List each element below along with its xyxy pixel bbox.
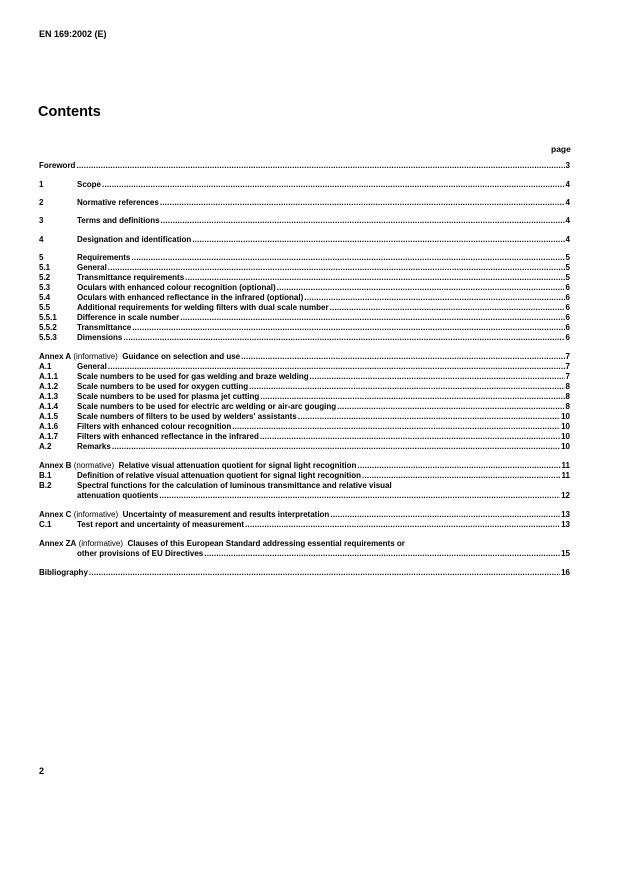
toc-page-number: 8 [565,382,570,391]
toc-entry-5-5[interactable] [39,303,570,313]
toc-entry-5-2[interactable] [39,273,570,283]
toc-section-number: 4 [39,235,44,244]
toc-section-title: Additional requirements for welding filters with dual scale number [77,303,329,312]
document-id-header: EN 169:2002 (E) [39,29,107,39]
toc-page-number: 15 [561,549,570,558]
toc-section-number: 5.5.1 [39,313,57,322]
toc-entry-a-1-2[interactable] [39,382,570,392]
toc-section-title: Relative visual attenuation quotient for signal light recognition [118,461,357,470]
toc-entry-a-1-3[interactable] [39,392,570,402]
toc-page-number: 11 [561,461,570,470]
toc-annex-label: Annex A [39,352,72,361]
toc-page-number: 8 [565,392,570,401]
toc-annex-label: Annex C [39,510,72,519]
toc-section-number: A.2 [39,442,52,451]
toc-section-title: General [77,263,107,272]
toc-dot-leader [76,161,564,171]
toc-section-number: A.1.3 [39,392,59,401]
toc-page-number: 12 [561,491,570,500]
toc-page-number: 5 [565,253,570,262]
toc-page-number: 6 [565,323,570,332]
toc-section-number: 3 [39,216,44,225]
toc-section-number: 2 [39,198,44,207]
toc-dot-leader [337,402,564,412]
toc-dot-leader [161,216,565,226]
toc-section-title: Filters with enhanced reflectance in the infrared [77,432,259,441]
toc-section-number: 5.5.3 [39,333,57,342]
toc-entry-4[interactable] [39,235,570,245]
toc-dot-leader [112,442,560,452]
toc-dot-leader [330,303,565,313]
toc-dot-leader [357,461,560,471]
toc-section-title: Guidance on selection and use [122,352,241,361]
toc-dot-leader [310,372,565,382]
toc-annex-label: Annex ZA [39,539,77,548]
toc-entry-annex-za-continuation[interactable] [39,549,570,559]
toc-entry-annex-b[interactable] [39,461,570,471]
toc-entry-a-1-1[interactable] [39,372,570,382]
toc-section-title: Oculars with enhanced reflectance in the infrared (optional) [77,293,304,302]
toc-page-number: 5 [565,263,570,272]
toc-dot-leader [330,510,560,520]
toc-dot-leader [108,263,565,273]
toc-entry-5-3[interactable] [39,283,570,293]
toc-section-title: Definition of relative visual attenuation quotient for signal light recognition [77,471,362,480]
toc-page-number: 3 [565,161,570,170]
toc-entry-b-1[interactable] [39,471,570,481]
toc-dot-leader [362,471,561,481]
toc-entry-bibliography[interactable] [39,568,570,578]
toc-annex-label: Annex B [39,461,72,470]
toc-section-number: C.1 [39,520,52,529]
toc-dot-leader [131,253,564,263]
toc-section-number: 5.4 [39,293,51,302]
toc-section-title: Designation and identification [77,235,192,244]
page-number-footer: 2 [39,766,45,776]
toc-section-number: A.1.2 [39,382,59,391]
toc-section-title: Scale numbers to be used for gas welding and braze welding [77,372,309,381]
toc-entry-a-2[interactable] [39,442,570,452]
toc-annex-kind: (informative) [73,510,119,519]
toc-section-number: 5 [39,253,44,262]
toc-entry-b-2[interactable] [39,481,570,491]
toc-section-number: A.1.4 [39,402,59,411]
toc-page-number: 5 [565,273,570,282]
toc-section-title: Filters with enhanced colour recognition [77,422,232,431]
toc-page-number: 6 [565,333,570,342]
toc-entry-a-1-5[interactable] [39,412,570,422]
toc-annex-kind: (informative) [78,539,124,548]
toc-dot-leader [245,520,560,530]
toc-page-number: 13 [561,510,570,519]
toc-section-number: B.1 [39,471,52,480]
toc-section-title: Transmittance [77,323,132,332]
toc-page-number: 7 [565,352,570,361]
toc-section-title: General [77,362,107,371]
toc-section-title: Difference in scale number [77,313,180,322]
page-column-header: page [551,144,571,154]
toc-dot-leader [249,382,564,392]
toc-section-number: 5.1 [39,263,51,272]
toc-dot-leader [102,180,565,190]
toc-section-number: A.1.1 [39,372,59,381]
toc-page-number: 10 [561,412,570,421]
toc-section-title: Scale numbers to be used for plasma jet cutting [77,392,260,401]
toc-entry-c-1[interactable] [39,520,570,530]
toc-dot-leader [132,323,564,333]
toc-annex-kind: (informative) [73,352,118,361]
toc-dot-leader [241,352,564,362]
toc-dot-leader [108,362,565,372]
toc-entry-label: Foreword [39,161,76,170]
toc-page-number: 10 [561,442,570,451]
toc-dot-leader [304,293,564,303]
toc-section-title: Requirements [77,253,131,262]
toc-section-number: 5.3 [39,283,51,292]
toc-section-title: Terms and definitions [77,216,160,225]
toc-dot-leader [89,568,560,578]
toc-section-number: B.2 [39,481,52,490]
toc-entry-5-4[interactable] [39,293,570,303]
toc-section-title: Clauses of this European Standard addressing essential requirements or [127,539,405,548]
toc-section-title-continued: other provisions of EU Directives [77,549,204,558]
toc-entry-1[interactable] [39,180,570,190]
toc-section-number: 5.5 [39,303,51,312]
toc-page-number: 4 [565,235,570,244]
toc-dot-leader [277,283,565,293]
toc-entry-a-1-6[interactable] [39,422,570,432]
toc-dot-leader [298,412,560,422]
toc-entry-3[interactable] [39,216,570,226]
toc-dot-leader [159,491,560,501]
page-title: Contents [38,104,101,120]
toc-page-number: 11 [561,471,570,480]
toc-entry-annex-a[interactable] [39,352,570,362]
toc-section-number: A.1.6 [39,422,59,431]
toc-dot-leader [260,392,564,402]
toc-section-title: Dimensions [77,333,123,342]
toc-page-number: 7 [565,362,570,371]
toc-page-number: 6 [565,293,570,302]
toc-page-number: 4 [565,180,570,189]
toc-page-number: 10 [561,422,570,431]
toc-entry-b-2-continuation[interactable] [39,491,570,501]
toc-section-number: A.1.7 [39,432,59,441]
toc-section-number: A.1 [39,362,52,371]
toc-section-title: Oculars with enhanced colour recognition (optional) [77,283,276,292]
toc-entry-5-5-2[interactable] [39,323,570,333]
toc-page-number: 16 [561,568,570,577]
toc-entry-5[interactable] [39,253,570,263]
toc-page-number: 8 [565,402,570,411]
toc-page-number: 4 [565,216,570,225]
toc-entry-a-1[interactable] [39,362,570,372]
toc-entry-annex-za[interactable] [39,539,570,549]
toc-section-title: Normative references [77,198,159,207]
toc-section-title: Scale numbers to be used for electric arc welding or air-arc gouging [77,402,337,411]
toc-section-title-continued: attenuation quotients [77,491,159,500]
toc-section-title: Scale numbers to be used for oxygen cutting [77,382,249,391]
toc-dot-leader [260,432,560,442]
toc-entry-label: Bibliography [39,568,88,577]
toc-dot-leader [123,333,564,343]
toc-entry-5-1[interactable] [39,263,570,273]
toc-section-number: 5.5.2 [39,323,57,332]
toc-dot-leader [180,313,564,323]
toc-entry-2[interactable] [39,198,570,208]
toc-section-title: Transmittance requirements [77,273,185,282]
toc-dot-leader [232,422,560,432]
toc-section-title: Spectral functions for the calculation of luminous transmittance and relative visual [77,481,392,490]
toc-page-number: 6 [565,303,570,312]
toc-entry-annex-c[interactable] [39,510,570,520]
toc-dot-leader [192,235,564,245]
toc-entry-5-5-3[interactable] [39,333,570,343]
toc-section-title: Remarks [77,442,111,451]
toc-page-number: 13 [561,520,570,529]
toc-dot-leader [204,549,560,559]
toc-dot-leader [160,198,565,208]
toc-page-number: 10 [561,432,570,441]
toc-entry-a-1-7[interactable] [39,432,570,442]
toc-page-number: 6 [565,283,570,292]
toc-section-title: Scope [77,180,102,189]
toc-page-number: 6 [565,313,570,322]
toc-entry-a-1-4[interactable] [39,402,570,412]
toc-section-title: Test report and uncertainty of measurement [77,520,244,529]
toc-page-number: 7 [565,372,570,381]
toc-section-number: 5.2 [39,273,51,282]
toc-entry-foreword[interactable] [39,161,570,171]
toc-section-title: Uncertainty of measurement and results interpretation [122,510,330,519]
toc-section-title: Scale numbers of filters to be used by welders' assistants [77,412,297,421]
toc-page-number: 4 [565,198,570,207]
toc-annex-kind: (normative) [73,461,115,470]
toc-section-number: A.1.5 [39,412,59,421]
toc-dot-leader [185,273,564,283]
toc-entry-5-5-1[interactable] [39,313,570,323]
toc-section-number: 1 [39,180,44,189]
